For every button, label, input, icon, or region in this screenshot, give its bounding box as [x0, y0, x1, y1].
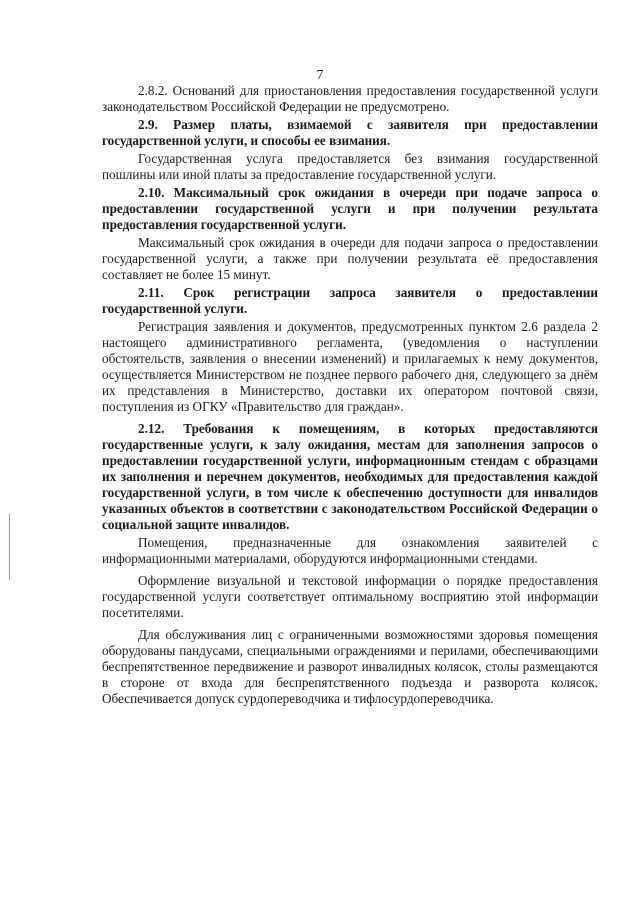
paragraph-2-8-2: 2.8.2. Оснований для приостановления предоставления государственной услуги законодательством Российской Федерации не предусмотрено.: [102, 83, 598, 114]
heading-2-10: 2.10. Максимальный срок ожидания в очереди при подаче запроса о предоставлении государственной услуги и при получении результата предоставления государственной услуги.: [102, 185, 598, 232]
paragraph-2-9: Государственная услуга предоставляется без взимания государственной пошлины или иной платы за предоставление государственной услуги.: [102, 151, 598, 182]
heading-2-11: 2.11. Срок регистрации запроса заявителя о предоставлении государственной услуги.: [102, 285, 598, 316]
heading-2-12: 2.12. Требования к помещениям, в которых предоставляются государственные услуги, к залу ожидания, местам для заполнения запросов о предоставлении государственной услуги, информационным стендам с образцами их заполнения и перечнем документов, необходимых для предоставления каждой государственной услуги, в том числе к обеспечению доступности для инвалидов указанных объектов в соответствии с законодательством Российской Федерации о социальной защите инвалидов.: [102, 421, 598, 532]
heading-2-9: 2.9. Размер платы, взимаемой с заявителя при предоставлении государственной услуги, и способы ее взимания.: [102, 117, 598, 148]
paragraph-2-10: Максимальный срок ожидания в очереди для подачи запроса о предоставлении государственной услуги, а также при получении результата её предоставления составляет не более 15 минут.: [102, 235, 598, 282]
paragraph-2-12-info: Оформление визуальной и текстовой информации о порядке предоставления государственной услуги соответствует оптимальному восприятию этой информации посетителями.: [102, 573, 598, 620]
page-number: 7: [316, 67, 324, 82]
paragraph-2-12-stands: Помещения, предназначенные для ознакомления заявителей с информационными материалами, оборудуются информационными стендами.: [102, 535, 598, 566]
paragraph-2-11: Регистрация заявления и документов, предусмотренных пунктом 2.6 раздела 2 настоящего административного регламента, (уведомления о наступлении обстоятельств, заявления о внесении изменений) и прилагаемых к нему документов, осуществляется Министерством не позднее первого рабочего дня, следующего за днём их представления в Министерство, доставки их оператором почтовой связи, поступления из ОГКУ «Правительство для граждан».: [102, 319, 598, 414]
document-body: [102, 83, 598, 707]
margin-line: [9, 514, 10, 580]
paragraph-2-12-accessibility: Для обслуживания лиц с ограниченными возможностями здоровья помещения оборудованы пандусами, специальными ограждениями и перилами, обеспечивающими беспрепятственное передвижение и разворот инвалидных колясок, столы размещаются в стороне от входа для беспрепятственного подъезда и разворота колясок. Обеспечивается допуск сурдопереводчика и тифлосурдопереводчика.: [102, 627, 598, 706]
